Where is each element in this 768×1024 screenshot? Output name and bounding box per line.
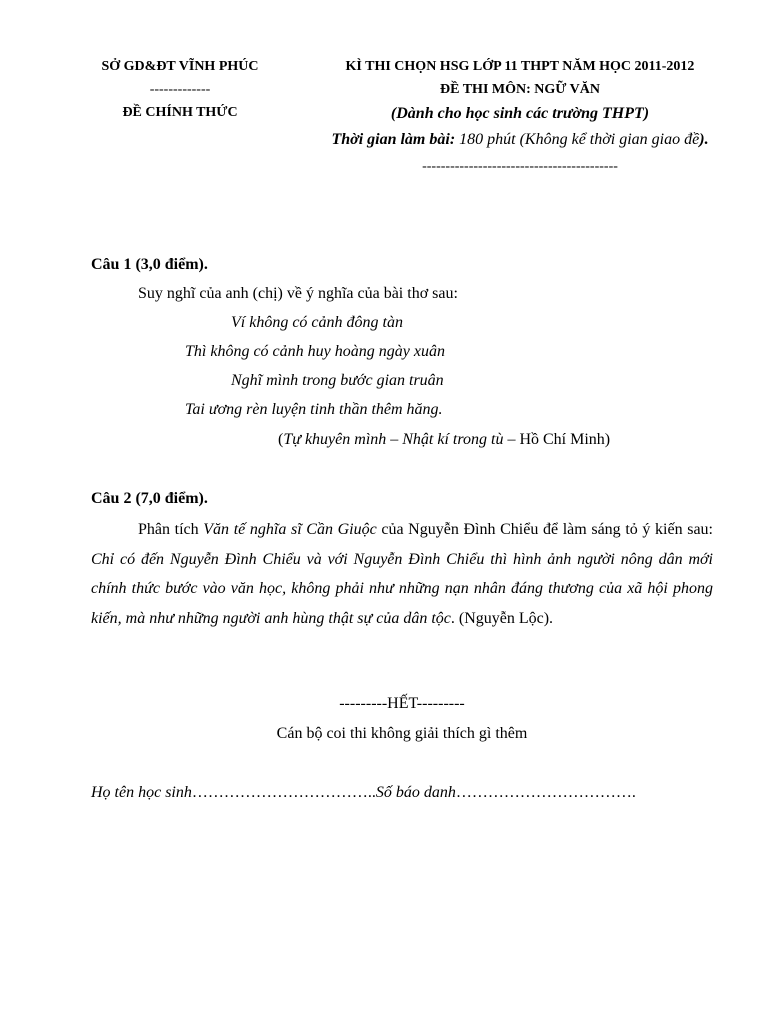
exam-audience: (Dành cho học sinh các trường THPT) xyxy=(390,105,650,122)
poem-line-1: Ví không có cảnh đông tàn xyxy=(231,314,403,331)
id-label: Số báo danh xyxy=(375,784,456,801)
student-name-label: Họ tên học sinh xyxy=(91,784,192,801)
poem-source-open: ( xyxy=(278,431,284,448)
header-left xyxy=(80,57,280,126)
question-1-prompt: Suy nghĩ của anh (chị) về ý nghĩa của bài thơ sau: xyxy=(138,285,458,302)
question-2-part-3: . (Nguyễn Lộc). xyxy=(450,609,554,627)
exam-time xyxy=(290,129,750,157)
question-2-part-1: Phân tích xyxy=(138,521,204,538)
proctor-note: Cán bộ coi thi không giải thích gì thêm xyxy=(276,725,528,742)
student-info-line xyxy=(91,784,636,802)
question-1-heading: Câu 1 (3,0 điểm). xyxy=(91,256,208,273)
poem-source-author: – Hồ Chí Minh) xyxy=(503,431,611,448)
poem-line-4: Tai ương rèn luyện tinh thần thêm hăng. xyxy=(185,401,443,418)
question-2-heading: Câu 2 (7,0 điểm). xyxy=(91,490,208,507)
poem-source-title: Tự khuyên mình – Nhật kí trong tù xyxy=(283,431,504,448)
header-right xyxy=(290,57,750,180)
time-end: ). xyxy=(699,131,709,148)
question-2-part-2: của Nguyễn Đình Chiểu để làm sáng tỏ ý kiến sau: xyxy=(376,521,714,538)
exam-title: KÌ THI CHỌN HSG LỚP 11 THPT NĂM HỌC 2011-2012 xyxy=(345,59,695,74)
header-left-separator: ------------- xyxy=(149,82,211,97)
time-label: Thời gian làm bài: xyxy=(331,131,456,148)
exam-subject: ĐỀ THI MÔN: NGỮ VĂN xyxy=(440,82,600,97)
official-status: ĐỀ CHÍNH THỨC xyxy=(122,105,238,120)
time-value: 180 phút (Không kể thời gian giao đề xyxy=(455,131,700,148)
poem-source xyxy=(278,431,610,449)
student-name-dots: …………………………….. xyxy=(191,784,376,801)
question-2-body xyxy=(91,515,713,633)
question-2-work-title: Văn tế nghĩa sĩ Cần Giuộc xyxy=(203,521,377,538)
poem-line-3: Nghĩ mình trong bước gian truân xyxy=(231,372,444,389)
header-right-separator: ------------------------------------------ xyxy=(422,159,618,174)
department-name: SỞ GD&ĐT VĨNH PHÚC xyxy=(101,59,259,74)
id-dots: ……………………………. xyxy=(455,784,636,801)
poem-line-2: Thì không có cảnh huy hoàng ngày xuân xyxy=(185,343,445,360)
end-mark: ---------HẾT--------- xyxy=(339,695,465,712)
question-2-quote: Chỉ có đến Nguyễn Đình Chiểu và với Nguyễn Đình Chiểu thì hình ảnh người nông dân mới chính thức bước vào văn học, không phải như những nạn nhân đáng thương của xã hội phong kiến, mà như những người anh hùng thật sự của dân tộc xyxy=(91,550,713,627)
